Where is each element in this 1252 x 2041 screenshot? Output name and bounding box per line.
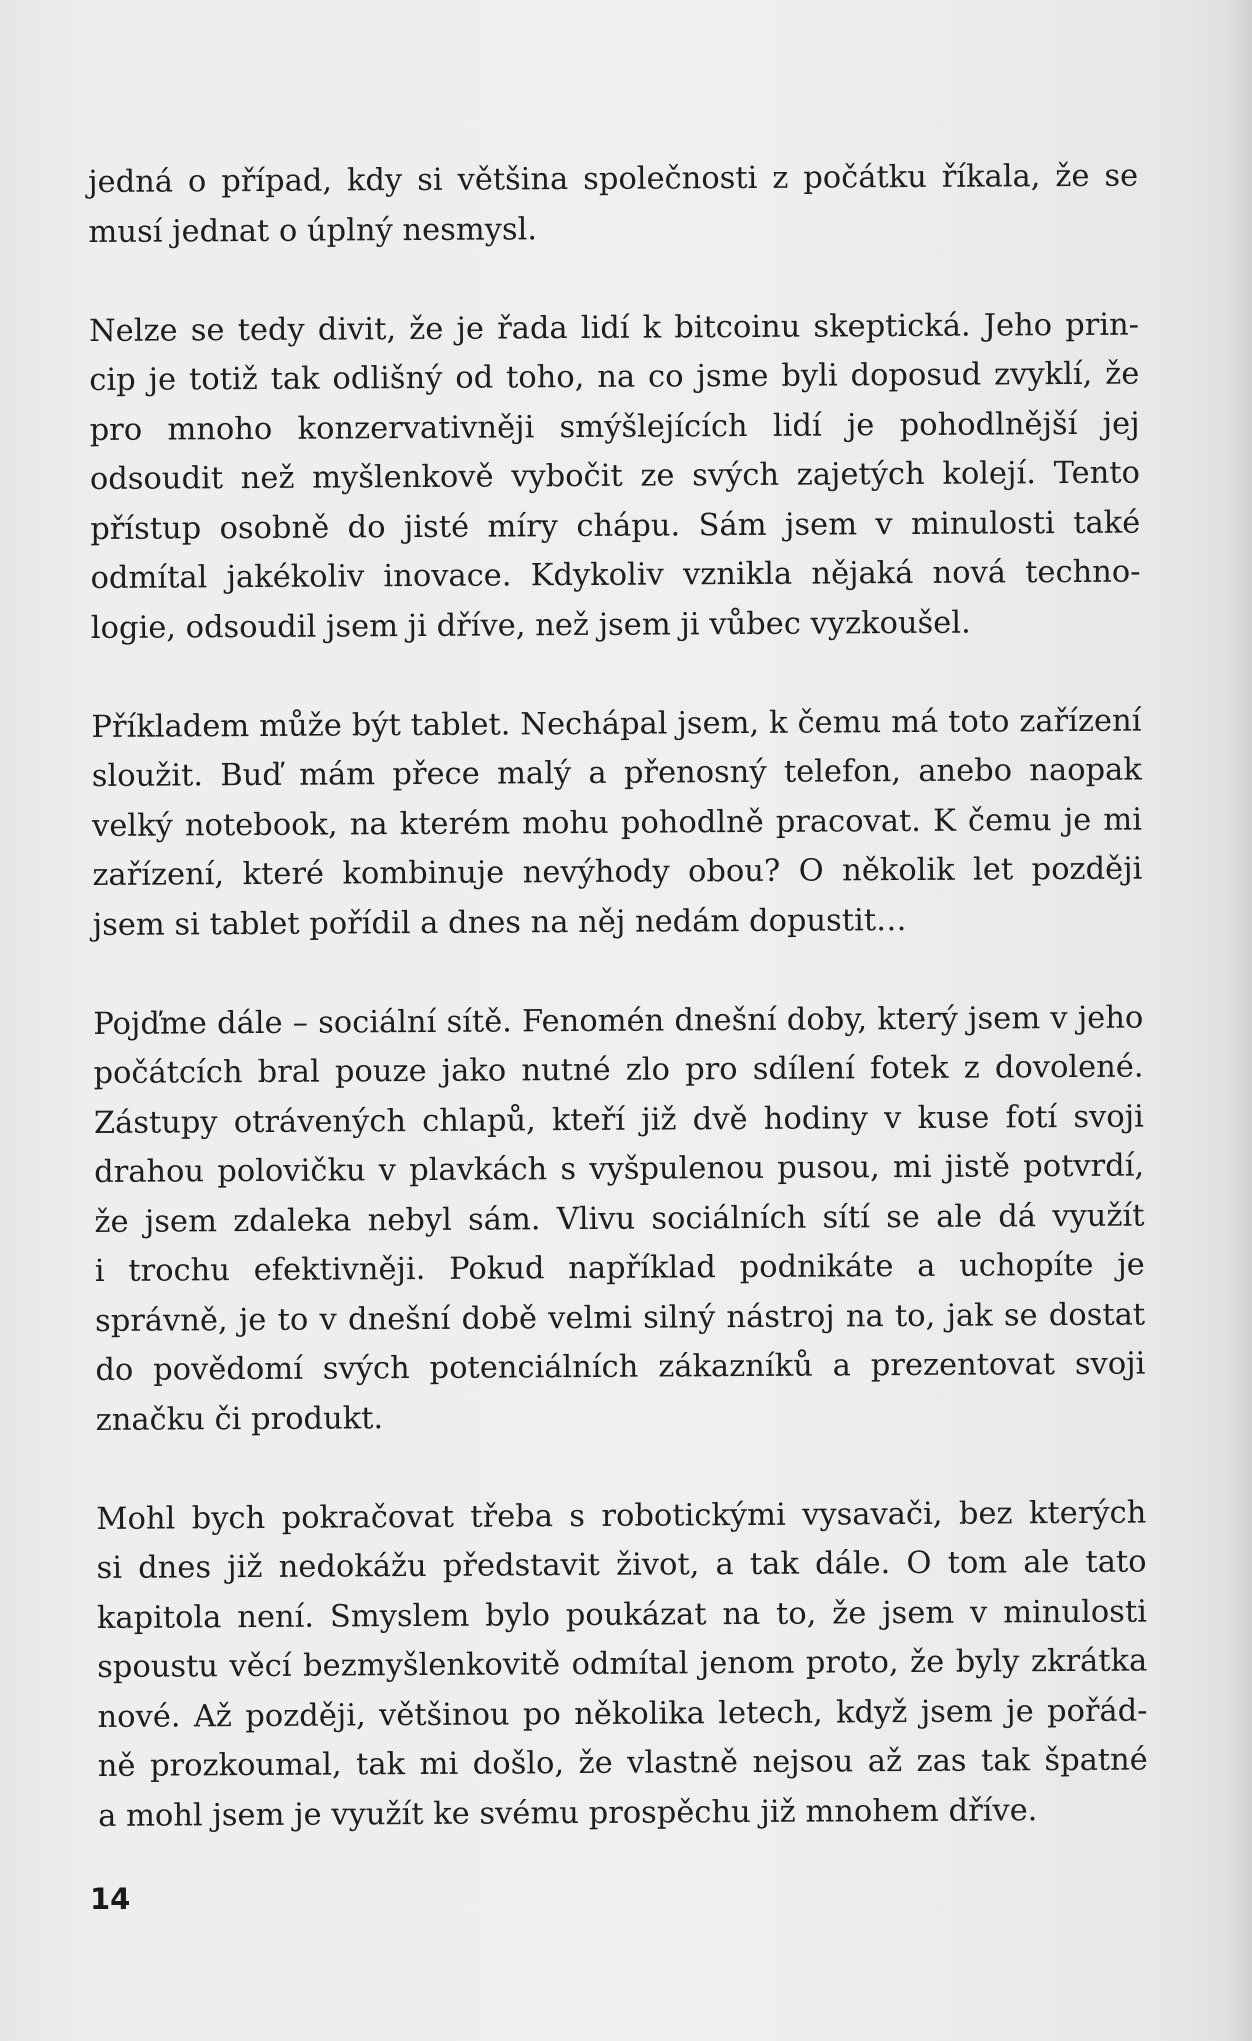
- text-line: velký notebook, na kterém mohu pohodlně pracovat. K čemu je mi: [91, 802, 1143, 844]
- text-line: kapitola není. Smyslem bylo poukázat na to, že jsem v minulosti: [96, 1594, 1148, 1636]
- text-line: přístup osobně do jisté míry chápu. Sám jsem v minulosti také: [90, 505, 1141, 547]
- text-line: že jsem zdaleka nebyl sám. Vlivu sociálních sítí se ale dá využít: [94, 1198, 1145, 1240]
- text-line: cip je totiž tak odlišný od toho, na co jsme byli doposud zvyklí, že: [89, 356, 1140, 398]
- text-line: správně, je to v dnešní době velmi silný nástroj na to, jak se dostat: [94, 1297, 1146, 1339]
- text-line: Pojďme dále – sociální sítě. Fenomén dnešní doby, který jsem v jeho: [93, 1000, 1144, 1042]
- text-line: Nelze se tedy divit, že je řada lidí k bitcoinu skeptická. Jeho prin-: [88, 307, 1140, 349]
- text-line: Mohl bych pokračovat třeba s robotickými vysavači, bez kterých: [96, 1495, 1147, 1537]
- text-line: pro mnoho konzervativněji smýšlejících lidí je pohodlnější jej: [89, 406, 1140, 448]
- text-line: spoustu věcí bezmyšlenkovitě odmítal jenom proto, že byly zkrátka: [97, 1643, 1148, 1685]
- text-line: musí jednat o úplný nesmysl.: [88, 211, 538, 250]
- body-text: [88, 152, 1149, 1891]
- text-line: značku či produkt.: [95, 1400, 384, 1438]
- text-line: jedná o případ, kdy si většina společnosti z počátku říkala, že se: [88, 158, 1139, 200]
- text-line: nové. Až později, většinou po několika letech, když jsem je pořád-: [97, 1693, 1148, 1735]
- text-line: a mohl jsem je využít ke svému prospěchu již mnohem dříve.: [98, 1792, 1038, 1834]
- text-line: i trochu efektivněji. Pokud například podnikáte a uchopíte je: [94, 1247, 1145, 1289]
- text-line: jsem si tablet pořídil a dnes na něj nedám dopustit…: [92, 902, 907, 943]
- text-line: zařízení, které kombinuje nevýhody obou? O několik let později: [92, 851, 1143, 893]
- text-line: Příkladem může být tablet. Nechápal jsem, k čemu má toto zařízení: [91, 703, 1142, 745]
- text-line: počátcích bral pouze jako nutné zlo pro sdílení fotek z dovolené.: [93, 1049, 1144, 1091]
- paragraph-1: [88, 152, 1139, 257]
- paragraph-2: [89, 300, 1141, 653]
- text-line: drahou polovičku v plavkách s vyšpulenou pusou, mi jistě potvrdí,: [94, 1148, 1145, 1190]
- paragraph-4: [93, 993, 1146, 1445]
- text-line: odmítal jakékoliv inovace. Kdykoliv vznikla nějaká nová techno-: [90, 554, 1141, 596]
- text-line: sloužit. Buď mám přece malý a přenosný telefon, anebo naopak: [91, 752, 1142, 794]
- page-edge-shadow: [1226, 0, 1252, 2041]
- page-number: 14: [90, 1882, 131, 1916]
- text-line: Zástupy otrávených chlapů, kteří již dvě hodiny v kuse fotí svoji: [93, 1099, 1144, 1141]
- text-line: logie, odsoudil jsem ji dříve, než jsem ji vůbec vyzkoušel.: [90, 605, 971, 646]
- text-line: do povědomí svých potenciálních zákazníků a prezentovat svoji: [95, 1346, 1146, 1388]
- text-line: si dnes již nedokážu představit život, a tak dále. O tom ale tato: [96, 1544, 1147, 1586]
- text-line: ně prozkoumal, tak mi došlo, že vlastně nejsou až zas tak špatné: [97, 1742, 1148, 1784]
- paragraph-5: [96, 1488, 1148, 1841]
- text-line: odsoudit než myšlenkově vybočit ze svých zajetých kolejí. Tento: [89, 455, 1141, 497]
- paragraph-3: [91, 696, 1142, 950]
